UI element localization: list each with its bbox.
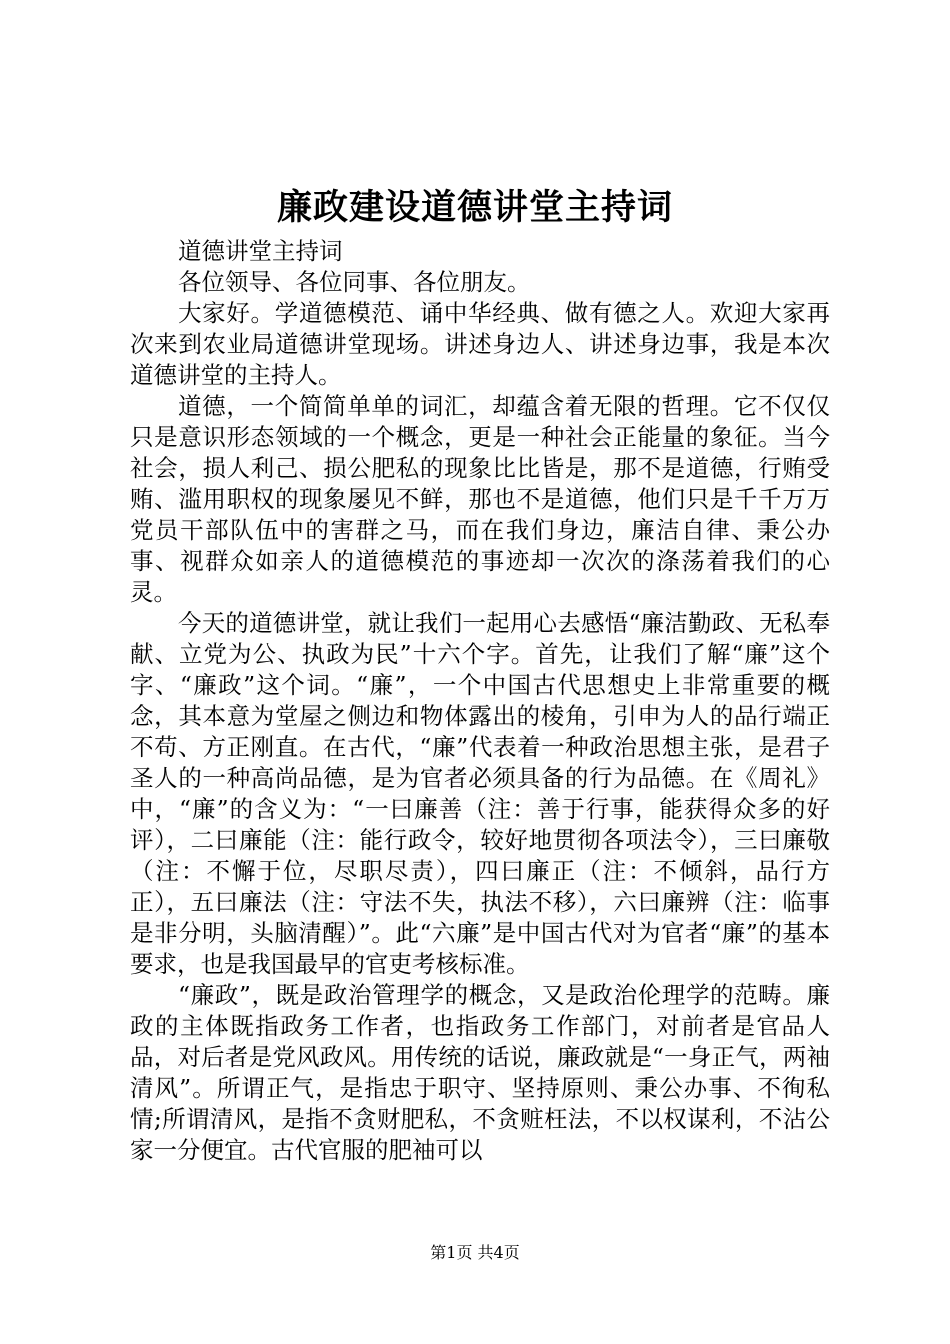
paragraph: 大家好。学道德模范、诵中华经典、做有德之人。欢迎大家再次来到农业局道德讲堂现场。讲述身边人、讲述身边事，我是本次道德讲堂的主持人。 xyxy=(130,299,830,389)
paragraph: “廉政”，既是政治管理学的概念，又是政治伦理学的范畴。廉政的主体既指政务工作者，也指政务工作部门，对前者是官品人品，对后者是党风政风。用传统的话说，廉政就是“一身正气，两袖清风”。所谓正气，是指忠于职守、坚持原则、秉公办事、不徇私情;所谓清风，是指不贪财肥私，不贪赃枉法，不以权谋利，不沾公家一分便宜。古代官服的肥袖可以 xyxy=(130,981,830,1164)
document-title: 廉政建设道德讲堂主持词 xyxy=(276,187,673,228)
paragraph: 各位领导、各位同事、各位朋友。 xyxy=(178,268,531,296)
paragraph: 道德，一个简简单单的词汇，却蕴含着无限的哲理。它不仅仅只是意识形态领域的一个概念，更是一种社会正能量的象征。当今社会，损人利己、损公肥私的现象比比皆是，那不是道德，行贿受贿、滥用职权的现象屡见不鲜，那也不是道德，他们只是千千万万党员干部队伍中的害群之马，而在我们身边，廉洁自律、秉公办事、视群众如亲人的道德模范的事迹却一次次的涤荡着我们的心灵。 xyxy=(130,392,830,606)
page-footer: 第1页 共4页 xyxy=(430,1243,520,1262)
document-body xyxy=(130,236,830,1166)
paragraph: 今天的道德讲堂，就让我们一起用心去感悟“廉洁勤政、无私奉献、立党为公、执政为民”十六个字。首先，让我们了解“廉”这个字、“廉政”这个词。“廉”，一个中国古代思想史上非常重要的概念，其本意为堂屋之侧边和物体露出的棱角，引申为人的品行端正不苟、方正刚直。在古代，“廉”代表着一种政治思想主张，是君子圣人的一种高尚品德，是为官者必须具备的行为品德。在《周礼》中，“廉”的含义为：“一曰廉善（注：善于行事，能获得众多的好评），二曰廉能（注：能行政令，较好地贯彻各项法令），三曰廉敬（注：不懈于位，尽职尽责），四曰廉正（注：不倾斜，品行方正），五曰廉法（注：守法不失，执法不移），六曰廉辨（注：临事是非分明，头脑清醒）”。此“六廉”是中国古代对为官者“廉”的基本要求，也是我国最早的官吏考核标准。 xyxy=(130,609,830,978)
paragraph: 道德讲堂主持词 xyxy=(178,237,343,265)
